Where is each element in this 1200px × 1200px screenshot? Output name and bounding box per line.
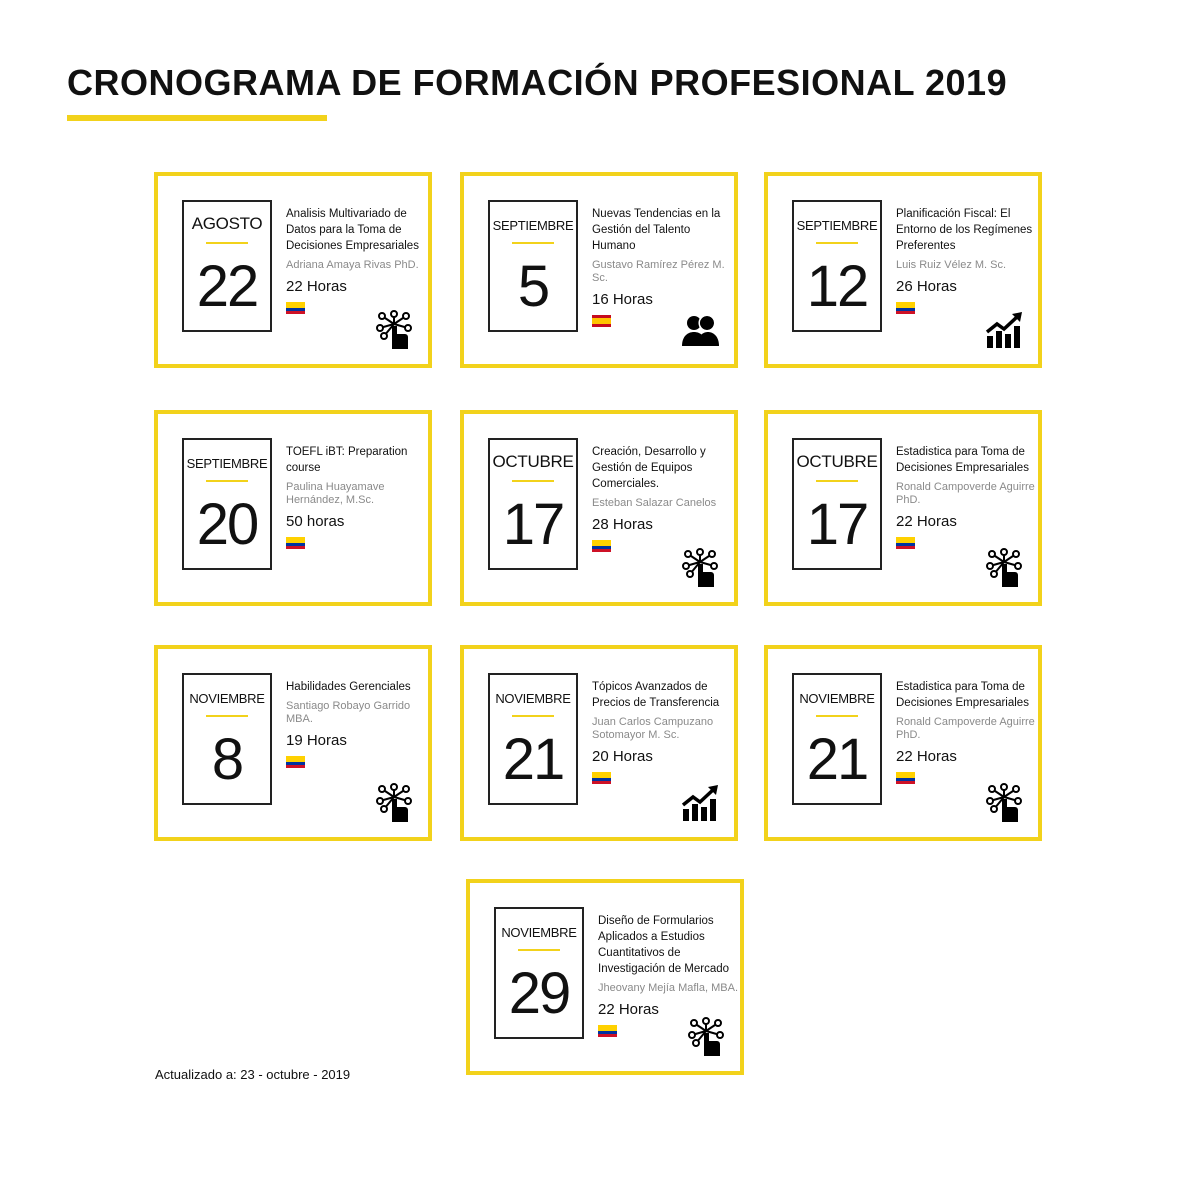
date-box [494, 907, 584, 1039]
course-day: 21 [502, 727, 564, 792]
course-day: 8 [211, 727, 243, 792]
course-title: Habilidades Gerenciales [286, 681, 411, 693]
course-card [466, 879, 744, 1075]
course-month: AGOSTO [191, 214, 263, 233]
month-underline [816, 480, 858, 482]
people-icon [680, 310, 720, 350]
course-title: Estadistica para Toma de Decisiones Empresariales [896, 446, 1029, 474]
date-box [182, 438, 272, 570]
course-month: OCTUBRE [492, 452, 574, 471]
course-title: Tópicos Avanzados de Precios de Transferencia [592, 681, 720, 709]
course-info [896, 679, 1038, 784]
page-title: CRONOGRAMA DE FORMACIÓN PROFESIONAL 2019 [67, 62, 1008, 103]
course-month: NOVIEMBRE [495, 691, 571, 706]
course-instructor: Adriana Amaya Rivas PhD. [286, 259, 419, 271]
growth-chart-icon [984, 310, 1024, 350]
ecuador-flag [286, 537, 305, 549]
ecuador-flag [286, 756, 305, 768]
course-card [460, 172, 738, 368]
date-box [792, 673, 882, 805]
course-hours: 19 Horas [286, 732, 347, 749]
course-card [154, 172, 432, 368]
date-box [182, 673, 272, 805]
title-underline [67, 115, 327, 121]
course-day: 20 [196, 492, 258, 557]
course-card [460, 410, 738, 606]
course-info [592, 679, 734, 784]
course-title: Planificación Fiscal: El Entorno de los Regímenes Preferentes [896, 208, 1033, 252]
ecuador-flag [592, 772, 611, 784]
course-month: NOVIEMBRE [189, 691, 265, 706]
course-instructor: Paulina Huayamave Hernández, M.Sc. [286, 481, 385, 506]
course-day: 12 [806, 254, 868, 319]
course-instructor: Gustavo Ramírez Pérez M. Sc. [592, 259, 725, 284]
course-hours: 22 Horas [896, 513, 957, 530]
date-box [792, 438, 882, 570]
ecuador-flag [896, 772, 915, 784]
course-title: TOEFL iBT: Preparation course [286, 446, 408, 474]
month-underline [512, 480, 554, 482]
course-info [896, 444, 1038, 549]
month-underline [206, 715, 248, 717]
ecuador-flag [896, 537, 915, 549]
course-title: Creación, Desarrollo y Gestión de Equipos Comerciales. [592, 446, 706, 490]
course-info [286, 444, 428, 549]
course-month: SEPTIEMBRE [492, 218, 574, 233]
course-hours: 26 Horas [896, 278, 957, 295]
course-card [764, 410, 1042, 606]
date-box [488, 438, 578, 570]
date-box [488, 200, 578, 332]
course-hours: 20 Horas [592, 748, 653, 765]
course-card [764, 172, 1042, 368]
course-title: Nuevas Tendencias en la Gestión del Talento Humano [592, 208, 721, 252]
ecuador-flag [286, 302, 305, 314]
course-hours: 22 Horas [896, 748, 957, 765]
course-day: 5 [517, 254, 549, 319]
growth-chart-icon [680, 783, 720, 823]
course-day: 22 [196, 254, 258, 319]
ecuador-flag [592, 540, 611, 552]
course-info [286, 206, 428, 314]
course-instructor: Juan Carlos Campuzano Sotomayor M. Sc. [592, 716, 714, 741]
course-month: SEPTIEMBRE [796, 218, 878, 233]
course-instructor: Luis Ruiz Vélez M. Sc. [896, 259, 1007, 271]
course-card [154, 410, 432, 606]
course-info [592, 206, 734, 327]
course-month: OCTUBRE [796, 452, 878, 471]
course-month: SEPTIEMBRE [186, 456, 268, 471]
course-day: 17 [502, 492, 564, 557]
date-box [792, 200, 882, 332]
course-instructor: Jheovany Mejía Mafla, MBA. [598, 982, 739, 994]
course-card [460, 645, 738, 841]
course-day: 21 [806, 727, 868, 792]
course-hours: 22 Horas [286, 278, 347, 295]
course-month: NOVIEMBRE [799, 691, 875, 706]
month-underline [512, 242, 554, 244]
month-underline [816, 715, 858, 717]
course-hours: 50 horas [286, 513, 345, 530]
month-underline [206, 480, 248, 482]
network-touch-icon [680, 548, 720, 588]
course-title: Analisis Multivariado de Datos para la Toma de Decisiones Empresariales [286, 208, 419, 252]
network-touch-icon [984, 548, 1024, 588]
month-underline [512, 715, 554, 717]
course-month: NOVIEMBRE [501, 925, 577, 940]
spain-flag [592, 315, 611, 327]
ecuador-flag [896, 302, 915, 314]
date-box [182, 200, 272, 332]
course-title: Estadistica para Toma de Decisiones Empresariales [896, 681, 1029, 709]
updated-date: Actualizado a: 23 - octubre - 2019 [155, 1067, 351, 1082]
date-box [488, 673, 578, 805]
course-info [286, 679, 428, 768]
month-underline [816, 242, 858, 244]
network-touch-icon [686, 1017, 726, 1057]
network-touch-icon [374, 783, 414, 823]
month-underline [206, 242, 248, 244]
course-info [592, 444, 734, 552]
course-day: 29 [508, 961, 570, 1026]
course-instructor: Santiago Robayo Garrido MBA. [286, 700, 411, 725]
course-card [154, 645, 432, 841]
ecuador-flag [598, 1025, 617, 1037]
course-hours: 16 Horas [592, 291, 653, 308]
course-card [764, 645, 1042, 841]
course-hours: 22 Horas [598, 1001, 659, 1018]
network-touch-icon [984, 783, 1024, 823]
network-touch-icon [374, 310, 414, 350]
course-instructor: Ronald Campoverde Aguirre PhD. [896, 716, 1035, 741]
course-title: Diseño de Formularios Aplicados a Estudios Cuantitativos de Investigación de Mercado [598, 915, 730, 975]
course-hours: 28 Horas [592, 516, 653, 533]
course-info [896, 206, 1038, 314]
month-underline [518, 949, 560, 951]
course-instructor: Ronald Campoverde Aguirre PhD. [896, 481, 1035, 506]
course-instructor: Esteban Salazar Canelos [592, 497, 717, 509]
course-day: 17 [806, 492, 868, 557]
